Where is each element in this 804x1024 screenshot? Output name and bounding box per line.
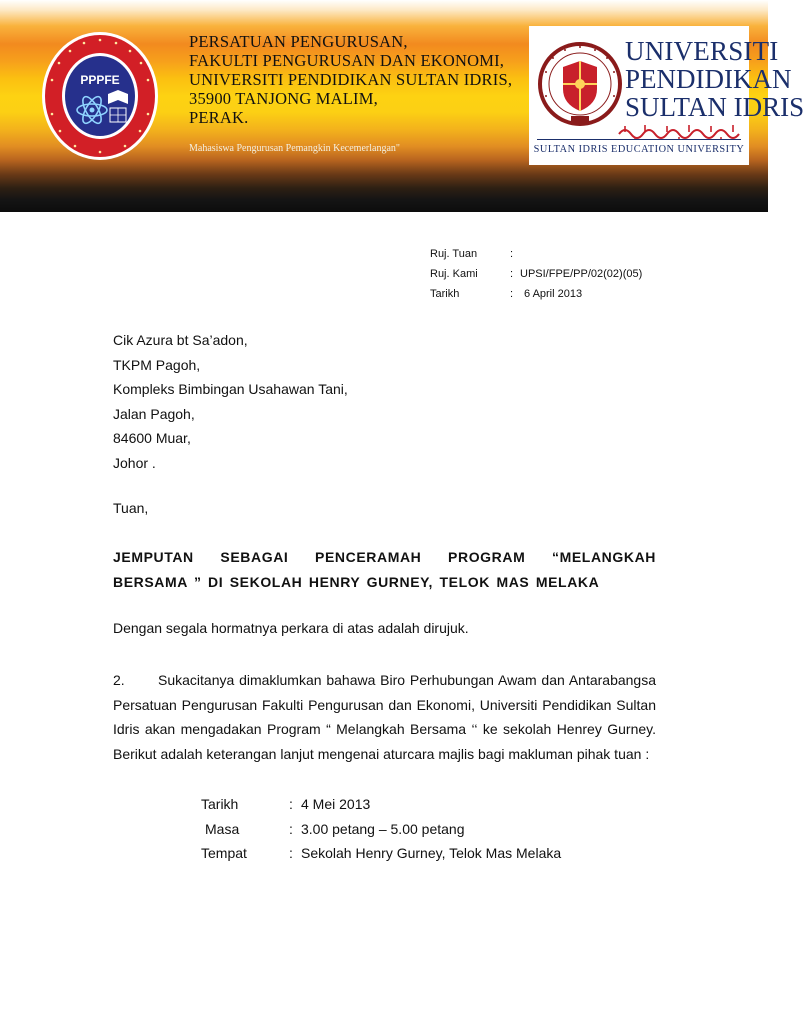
upsi-wordmark-line-3: SULTAN IDRIS bbox=[625, 92, 804, 122]
association-line-2: FAKULTI PENGURUSAN DAN EKONOMI, bbox=[189, 51, 505, 70]
upsi-wordmark-line-2: PENDIDIKAN bbox=[625, 64, 792, 94]
detail-label: Tempat bbox=[201, 845, 247, 862]
recipient-line: 84600 Muar, bbox=[113, 430, 191, 447]
upsi-wordmark-line-1: UNIVERSITI bbox=[625, 36, 779, 66]
paragraph-2-text: Sukacitanya dimaklumkan bahawa Biro Perhubungan Awam dan Antarabangsa Persatuan Pengurusan Fakulti Pengurusan dan Ekonomi, Universiti Pendidikan Sultan Idris akan mengadakan Program “ Melangkah Bersama ‘‘ ke sekolah Henrey Gurney. Berikut adalah keterangan lanjut mengenai aturcara majlis bagi makluman pihak tuan : bbox=[113, 672, 656, 762]
reference-block bbox=[430, 244, 642, 304]
upsi-divider bbox=[537, 139, 741, 140]
recipient-line: Jalan Pagoh, bbox=[113, 405, 195, 422]
reference-label: Ruj. Kami bbox=[430, 268, 478, 280]
upsi-english-name: SULTAN IDRIS EDUCATION UNIVERSITY bbox=[533, 144, 745, 155]
reference-colon: : bbox=[510, 248, 514, 260]
detail-label: Masa bbox=[205, 820, 240, 837]
detail-value: Sekolah Henry Gurney, Telok Mas Melaka bbox=[301, 845, 562, 862]
association-line-3: UNIVERSITI PENDIDIKAN SULTAN IDRIS, bbox=[189, 70, 513, 89]
reference-colon: : bbox=[510, 288, 514, 300]
association-line-4: 35900 TANJONG MALIM, bbox=[189, 89, 378, 108]
detail-row bbox=[201, 817, 561, 842]
detail-label: Tarikh bbox=[201, 796, 239, 812]
association-line-5: PERAK. bbox=[189, 108, 249, 127]
paragraph-number: 2. bbox=[113, 672, 125, 688]
detail-colon: : bbox=[289, 796, 293, 812]
paragraph-2-body bbox=[113, 668, 656, 766]
reference-label: Ruj. Tuan bbox=[430, 248, 478, 260]
pppfe-seal-logo bbox=[40, 30, 160, 162]
jawi-script-icon bbox=[615, 122, 747, 140]
detail-colon: : bbox=[289, 845, 293, 862]
reference-row bbox=[430, 264, 642, 284]
recipient-line: TKPM Pagoh, bbox=[113, 356, 201, 373]
seal-letters: PPPFE bbox=[80, 73, 120, 87]
intro-sentence: Dengan segala hormatnya perkara di atas adalah dirujuk. bbox=[113, 620, 469, 636]
detail-value: 3.00 petang – 5.00 petang bbox=[301, 820, 465, 837]
recipient-address bbox=[113, 328, 348, 476]
association-line-1: PERSATUAN PENGURUSAN, bbox=[189, 32, 408, 51]
recipient-line: Kompleks Bimbingan Usahawan Tani, bbox=[113, 381, 348, 398]
detail-row bbox=[201, 792, 561, 817]
reference-value: UPSI/FPE/PP/02(02)(05) bbox=[520, 268, 643, 280]
detail-row bbox=[201, 841, 561, 866]
recipient-line: Cik Azura bt Sa’adon, bbox=[113, 332, 248, 348]
recipient-line: Johor . bbox=[113, 454, 156, 471]
reference-row bbox=[430, 284, 642, 304]
detail-value: 4 Mei 2013 bbox=[301, 796, 371, 812]
reference-value: 6 April 2013 bbox=[524, 288, 583, 300]
paragraph-2 bbox=[113, 668, 656, 766]
reference-row bbox=[430, 244, 642, 264]
upsi-crest-icon bbox=[537, 36, 623, 132]
salutation: Tuan, bbox=[113, 500, 149, 516]
motto: Mahasiswa Pengurusan Pemangkin Kecemerlangan" bbox=[189, 143, 400, 154]
letter-subject: JEMPUTAN SEBAGAI PENCERAMAH PROGRAM “MELANGKAH BERSAMA ” DI SEKOLAH HENRY GURNEY, TELOK MAS MELAKA bbox=[113, 549, 656, 590]
upsi-logo bbox=[529, 26, 804, 165]
event-details bbox=[201, 792, 561, 866]
reference-colon: : bbox=[510, 268, 514, 280]
detail-colon: : bbox=[289, 820, 293, 837]
association-address bbox=[189, 32, 519, 127]
letterhead bbox=[0, 0, 804, 212]
reference-label: Tarikh bbox=[430, 288, 460, 300]
